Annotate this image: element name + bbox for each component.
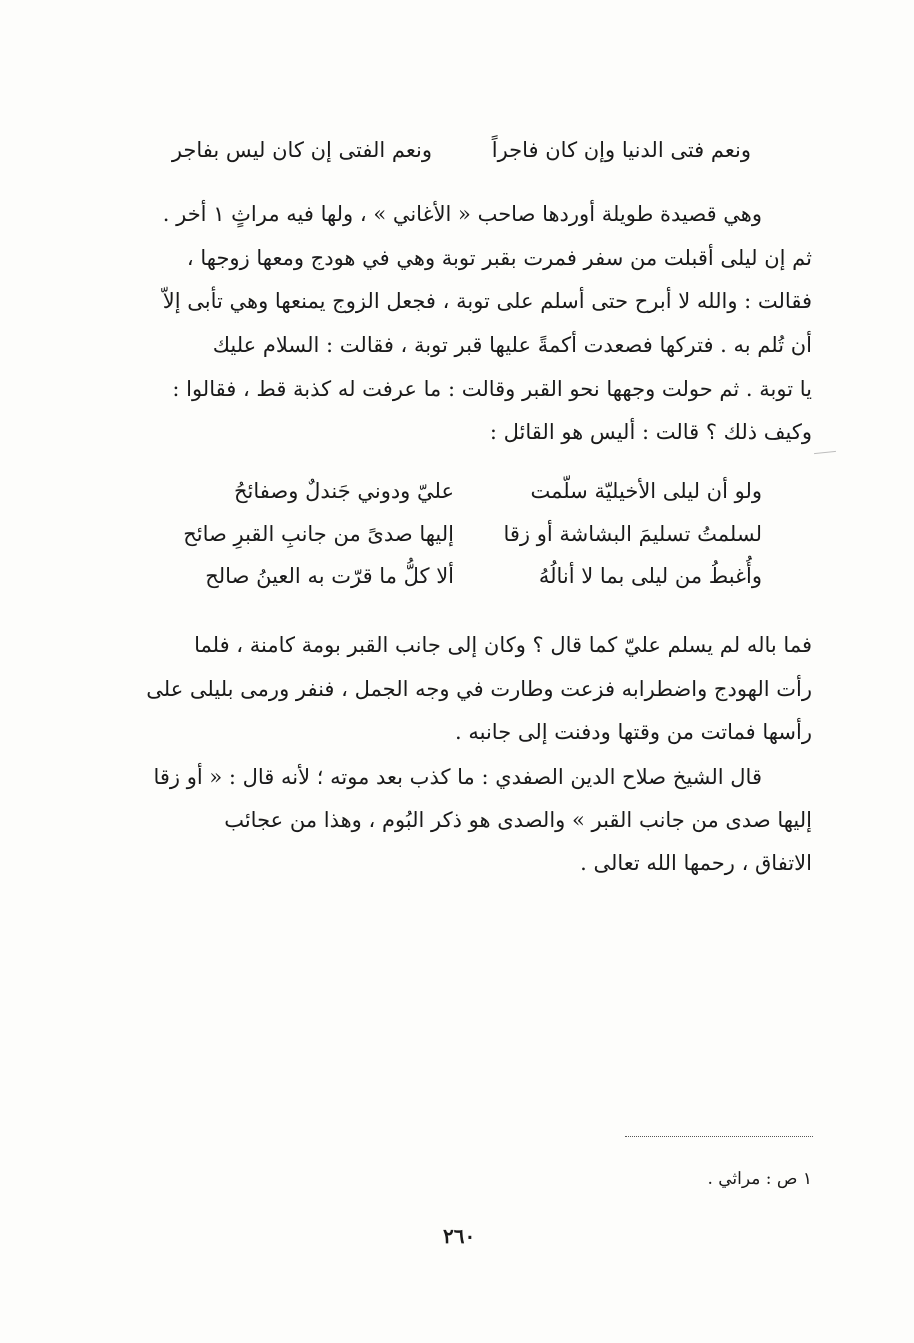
paragraph-1-line-6: وكيف ذلك ؟ قالت : أليس هو القائل : [489, 420, 812, 444]
footnote: ١ ص : مراثي . [707, 1169, 812, 1189]
poem-line-3-second-half: ألا كلُّ ما قرّت به العينُ صالح [205, 564, 454, 588]
paragraph-3-line-3: الاتفاق ، رحمها الله تعالى . [580, 851, 812, 875]
paragraph-2-line-2: رأت الهودج واضطرابه فزعت وطارت في وجه الجمل ، فنفر ورمى بليلى على [146, 677, 812, 701]
poem-line-3-first-half: وأُغبطُ من ليلى بما لا أنالُهُ [538, 564, 762, 588]
paragraph-1-line-5: يا توبة . ثم حولت وجهها نحو القبر وقالت : ما عرفت له كذبة قط ، فقالوا : [172, 377, 812, 401]
paragraph-3-line-2: إليها صدى من جانب القبر » والصدى هو ذكر البُوم ، وهذا من عجائب [224, 808, 812, 832]
paragraph-1-line-3: فقالت : والله لا أبرح حتى أسلم على توبة ، فجعل الزوج يمنعها وهي تأبى إلاّ [162, 289, 812, 313]
opening-verse-hemistich-2: ونعم الفتى إن كان ليس بفاجر [171, 138, 432, 162]
opening-verse-hemistich-1: ونعم فتى الدنيا وإن كان فاجراً [491, 138, 751, 162]
margin-scan-mark [814, 451, 836, 454]
paragraph-2-line-3: رأسها فماتت من وقتها ودفنت إلى جانبه . [455, 720, 812, 744]
poem-line-2-first-half: لسلمتُ تسليمَ البشاشة أو زقا [503, 522, 762, 546]
poem-line-1-second-half: عليّ ودوني جَندلٌ وصفائحُ [234, 479, 454, 503]
footnote-divider [625, 1136, 813, 1137]
paragraph-2-line-1: فما باله لم يسلم عليّ كما قال ؟ وكان إلى جانب القبر بومة كامنة ، فلما [194, 633, 812, 657]
paragraph-3-line-1: قال الشيخ صلاح الدين الصفدي : ما كذب بعد موته ؛ لأنه قال : « أو زقا [153, 765, 762, 789]
paragraph-1-line-2: ثم إن ليلى أقبلت من سفر فمرت بقبر توبة وهي في هودج ومعها زوجها ، [186, 246, 812, 270]
paragraph-1-line-4: أن تُلم به . فتركها فصعدت أكمةً عليها قبر توبة ، فقالت : السلام عليك [212, 333, 812, 357]
poem-line-1-first-half: ولو أن ليلى الأخيليّة سلّمت [530, 479, 762, 503]
paragraph-1-line-1: وهي قصيدة طويلة أوردها صاحب « الأغاني » ، ولها فيه مراثٍ ١ أخر . [162, 202, 762, 226]
poem-line-2-second-half: إليها صدىً من جانبِ القبرِ صائح [183, 522, 454, 546]
page-number: ٢٦٠ [443, 1224, 476, 1248]
